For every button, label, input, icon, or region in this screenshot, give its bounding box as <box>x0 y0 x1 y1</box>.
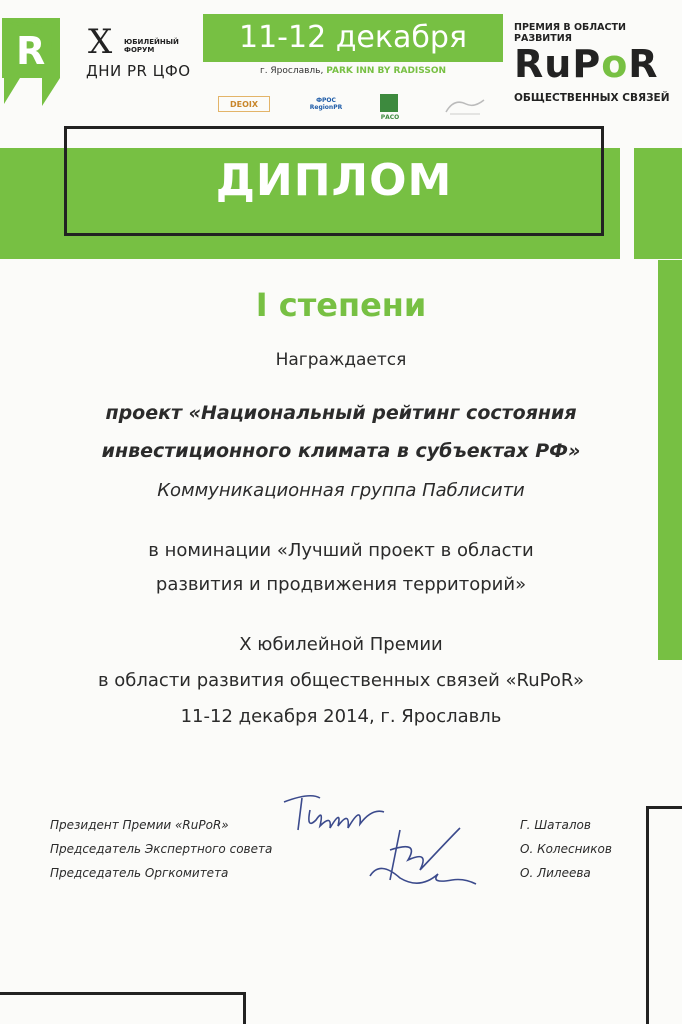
partner-logo-raso-icon <box>380 94 398 112</box>
signatory-name-2: О. Колесников <box>520 842 612 856</box>
forum-name: ДНИ PR ЦФО <box>86 62 191 80</box>
partner-logo-fros: ФРОС RegionPR <box>309 97 343 111</box>
signatory-role-3: Председатель Оргкомитета <box>50 866 229 880</box>
forum-jubilee-label: ЮБИЛЕЙНЫЙ ФОРУМ <box>124 38 179 54</box>
event-venue: г. Ярославль, PARK INN BY RADISSON <box>259 66 447 76</box>
svg-text:R: R <box>16 29 46 73</box>
company-name: Коммуникационная группа Паблисити <box>157 480 525 501</box>
diploma-degree: I степени <box>255 286 427 324</box>
nomination-line-2: развития и продвижения территорий» <box>155 574 527 595</box>
rupor-logo: RuPoR <box>514 42 659 86</box>
signatory-role-1: Президент Премии «RuPoR» <box>50 818 229 832</box>
signature-2-icon <box>360 820 480 900</box>
awarded-label: Награждается <box>275 350 407 370</box>
premium-line-1: X юбилейной Премии <box>239 634 443 655</box>
corner-frame-bottom-right <box>646 806 682 1024</box>
diploma-title: ДИПЛОМ <box>215 155 453 206</box>
rupor-tagline-top: ПРЕМИЯ В ОБЛАСТИ РАЗВИТИЯ <box>514 22 626 44</box>
signatory-name-1: Г. Шаталов <box>520 818 591 832</box>
rupor-tagline-bottom: ОБЩЕСТВЕННЫХ СВЯЗЕЙ <box>514 92 670 104</box>
premium-line-2: в области развития общественных связей «RuPoR» <box>97 670 585 691</box>
project-line-1: проект «Национальный рейтинг состояния <box>105 402 577 424</box>
nomination-line-1: в номинации «Лучший проект в области <box>148 540 534 561</box>
green-band-right <box>634 148 682 259</box>
project-line-2: инвестиционного климата в субъектах РФ» <box>101 440 581 462</box>
signatory-role-2: Председатель Экспертного совета <box>50 842 273 856</box>
partner-logo-raso-label: РАСО <box>380 114 400 121</box>
partner-logo-deoix: DEOIX <box>218 96 270 112</box>
premium-line-3: 11-12 декабря 2014, г. Ярославль <box>180 706 502 727</box>
signatory-name-3: О. Лилеева <box>520 866 591 880</box>
event-dates: 11-12 декабря <box>203 14 503 62</box>
forum-r-logo-icon <box>2 18 60 108</box>
forum-numeral: X <box>88 22 113 62</box>
partner-logo-emblem-icon <box>440 94 490 118</box>
corner-frame-bottom-left <box>0 992 246 1024</box>
